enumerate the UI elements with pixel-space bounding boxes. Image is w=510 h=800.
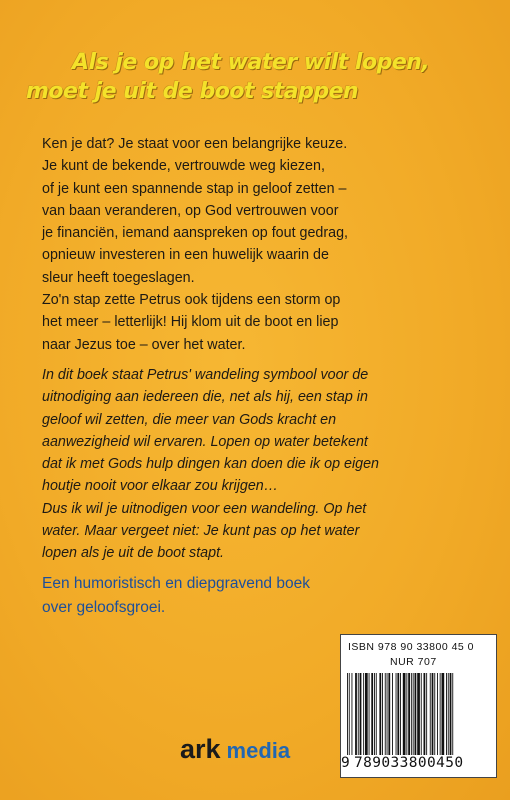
barcode-bar [397,673,399,755]
headline-line-2: moet je uit de boot stappen [26,79,359,104]
barcode-bar [363,673,364,755]
barcode-bar [385,673,386,755]
barcode-bar [400,673,401,755]
italic-line: lopen als je uit de boot stapt. [42,545,225,562]
barcode-bar [349,673,350,755]
intro-line: het meer – letterlijk! Hij klom uit de boot en liep [42,314,339,331]
barcode-bar [408,673,410,755]
barcode-bar [376,673,377,755]
barcode-bar [392,673,393,755]
intro-line: Zo'n stap zette Petrus ook tijdens een storm op [42,292,341,309]
barcode-bar [374,673,375,755]
italic-line: dat ik met Gods hulp dingen kan doen die ik op eigen [42,456,380,473]
barcode-bar [411,673,412,755]
barcode-bar [413,673,414,755]
barcode-bar [403,673,406,755]
logo-ark: ark [180,734,221,764]
intro-line: sleur heeft toegeslagen. [42,269,195,286]
intro-line: opnieuw investeren in een huwelijk waarin de [42,247,329,264]
barcode-bar [424,673,426,755]
barcode-bar [432,673,434,755]
barcode-bar [387,673,388,755]
barcode-bar [355,673,357,755]
intro-line: je financiën, iemand aanspreken op fout gedrag, [42,225,349,242]
italic-line: In dit boek staat Petrus' wandeling symbool voor de [42,367,369,383]
barcode-bar [371,673,373,755]
barcode-bar [396,673,397,755]
italic-paragraph [42,364,462,565]
publisher-logo [180,734,290,765]
barcode-bar [352,673,353,755]
barcode-bar [440,673,441,755]
barcode-bar [379,673,381,755]
intro-line: Ken je dat? Je staat voor een belangrijke keuze. [42,136,348,152]
barcode-bar [452,673,453,755]
barcode-bar [365,673,368,755]
barcode-bar [417,673,420,755]
blurb-line: Een humoristisch en diepgravend boek [42,575,310,592]
barcode-bar [448,673,449,755]
intro-paragraph [42,133,462,356]
barcode-bar [382,673,383,755]
blurb [42,572,310,620]
barcode-bar [358,673,359,755]
barcode-bar [421,673,422,755]
barcode-bar [442,673,445,755]
italic-line: geloof wil zetten, die meer van Gods kracht en [42,411,337,428]
blurb-line: over geloofsgroei. [42,599,166,616]
italic-line: Dus ik wil je uitnodigen voor een wandeling. Op het [42,500,367,517]
barcode-bar [388,673,390,755]
italic-line: uitnodiging aan iedereen die, net als hij, een stap in [42,389,368,406]
barcode-bar [360,673,362,755]
barcode-bar [406,673,407,755]
headline-line-1: Als je op het water wilt lopen, [72,50,430,75]
barcode-bar [369,673,370,755]
intro-line: Je kunt de bekende, vertrouwde weg kiezen, [42,158,325,175]
barcode-bar [450,673,452,755]
barcode-bar [430,673,431,755]
intro-line: naar Jezus toe – over het water. [42,336,246,353]
barcode-bar [347,673,348,755]
barcode-bar [437,673,438,755]
isbn-text: ISBN 978 90 33800 45 0 [348,641,475,653]
italic-line: water. Maar vergeet niet: Je kunt pas op het water [42,523,360,540]
barcode-bar [415,673,417,755]
nur-text: NUR 707 [390,656,437,668]
intro-line: of je kunt een spannende stap in geloof zetten – [42,180,347,197]
barcode-bar [446,673,447,755]
barcode-digit-string: 789033800450 [354,755,464,771]
italic-line: aanwezigheid wil ervaren. Lopen op water betekent [42,433,368,450]
intro-line: van baan veranderen, op God vertrouwen voor [42,202,339,219]
barcode-bar [434,673,435,755]
italic-line: houtje nooit voor elkaar zou krijgen… [42,478,279,495]
barcode-image [347,673,490,755]
logo-media: media [226,738,291,763]
barcode-first-digit: 9 [341,755,350,771]
barcode-bar [426,673,427,755]
barcode-label [340,634,497,778]
